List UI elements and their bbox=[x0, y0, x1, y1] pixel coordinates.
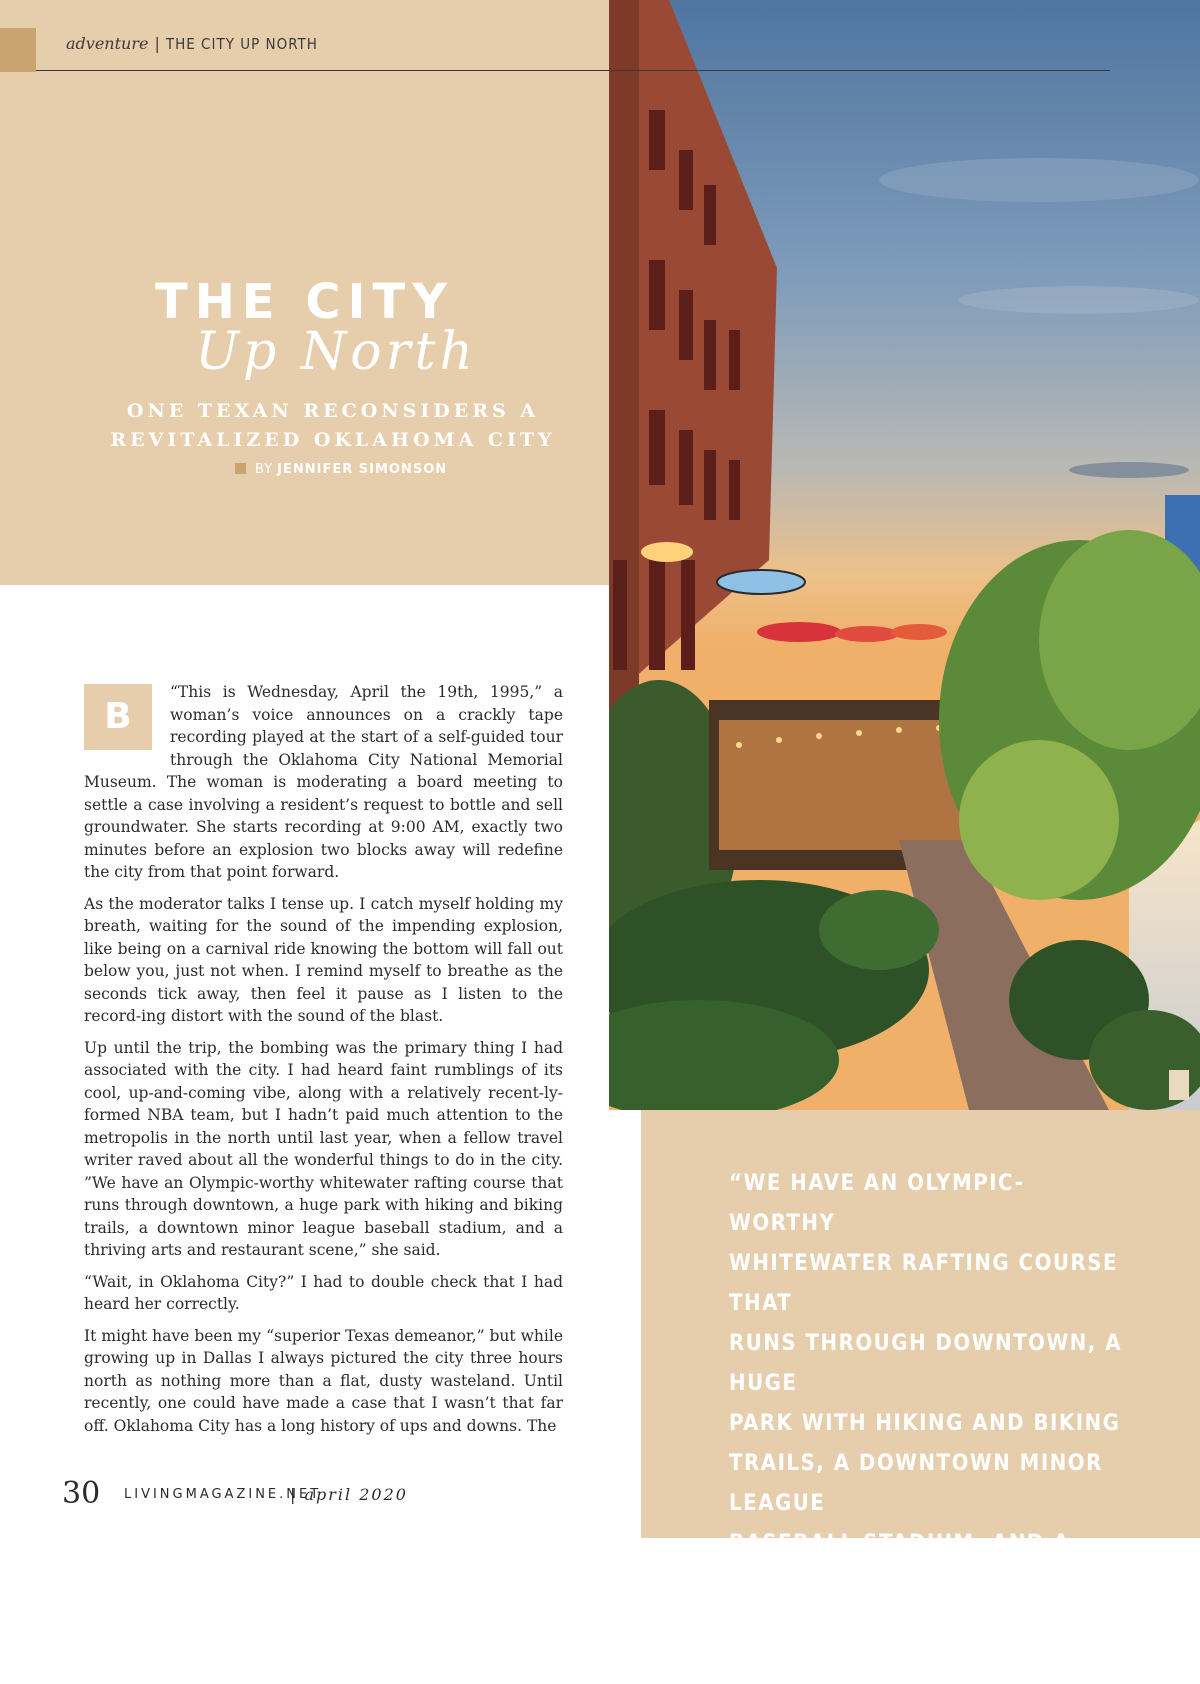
article-paragraph bbox=[84, 681, 563, 884]
headline-script: Up North bbox=[195, 322, 477, 382]
pullquote-line: BASEBALL STADIUM, AND A THRIVING bbox=[729, 1531, 1071, 1596]
running-title: THE CITY UP NORTH bbox=[165, 35, 318, 53]
section-header bbox=[66, 34, 318, 53]
byline-marker bbox=[235, 463, 246, 474]
pullquote-line: TRAILS, A DOWNTOWN MINOR LEAGUE bbox=[729, 1451, 1103, 1516]
riverwalk-photo bbox=[609, 0, 1200, 1110]
article-paragraph: It might have been my “superior Texas demeanor,” but while growing up in Dallas I always pictured the city three hours north as nothing more than a flat, dusty wasteland. Until recently, one could have made a case that I wasn’t that far off. Oklahoma City has a long history of ups and downs. The bbox=[84, 1326, 563, 1435]
footer-date: | april 2020 bbox=[290, 1485, 408, 1504]
section-name: adventure bbox=[66, 34, 149, 53]
subtitle-line-2: REVITALIZED OKLAHOMA CITY bbox=[110, 429, 556, 451]
subtitle-line-1: ONE TEXAN RECONSIDERS A bbox=[126, 400, 540, 422]
byline-author: JENNIFER SIMONSON bbox=[277, 462, 448, 477]
pullquote-line: ARTS AND RESTAURANT SCENE,” bbox=[729, 1611, 1024, 1676]
footer-site[interactable]: LIVINGMAGAZINE.NET bbox=[124, 1487, 322, 1502]
pullquote-line: “WE HAVE AN OLYMPIC-WORTHY bbox=[729, 1171, 1025, 1236]
pull-quote bbox=[729, 1164, 1129, 1684]
byline bbox=[235, 462, 447, 477]
section-divider: | bbox=[154, 34, 160, 53]
page-number: 30 bbox=[62, 1476, 101, 1511]
pullquote-line: RUNS THROUGH DOWNTOWN, A HUGE bbox=[729, 1331, 1123, 1396]
article-paragraph: As the moderator talks I tense up. I catch myself holding my breath, waiting for the sound of the impending explosion, like being on a carnival ride knowing the bottom will fall out below you, just not when. I remind myself to breathe as the seconds tick away, then feel it pause as I listen to the record-ing distort with the sound of the blast. bbox=[84, 894, 563, 1025]
drop-cap: B bbox=[84, 684, 152, 750]
byline-prefix: BY bbox=[255, 462, 274, 477]
pullquote-line: WHITEWATER RAFTING COURSE THAT bbox=[729, 1251, 1118, 1316]
headline-title: THE CITY bbox=[155, 274, 454, 330]
article-paragraph: “Wait, in Oklahoma City?” I had to double check that I had heard her correctly. bbox=[84, 1272, 563, 1313]
paragraph-text: “This is Wednesday, April the 19th, 1995,” a woman’s voice announces on a crackly tape recording played at the start of a self-guided tour through the Oklahoma City National Memorial Museum. The woman is moderating a board meeting to settle a case involving a resident’s request to bottle and sell groundwater. She starts recording at 9:00 AM, exactly two minutes before an explosion two blocks away will redefine the city from that point forward. bbox=[84, 683, 563, 881]
article-paragraph: Up until the trip, the bombing was the primary thing I had associated with the city. I had heard faint rumblings of its cool, up-and-coming vibe, along with a relatively recent-ly-formed NBA team, but I hadn’t paid much attention to the metropolis in the north until last year, when a fellow travel writer raved about all the wonderful things to do in the city. ”We have an Olympic-worthy whitewater rafting course that runs through downtown, a huge park with hiking and biking trails, a downtown minor league baseball stadium, and a thriving arts and restaurant scene,” she said. bbox=[84, 1038, 563, 1259]
header-rule bbox=[36, 70, 1110, 71]
article-body bbox=[84, 681, 563, 1446]
section-marker bbox=[0, 28, 36, 72]
pullquote-line: PARK WITH HIKING AND BIKING bbox=[729, 1411, 1121, 1436]
